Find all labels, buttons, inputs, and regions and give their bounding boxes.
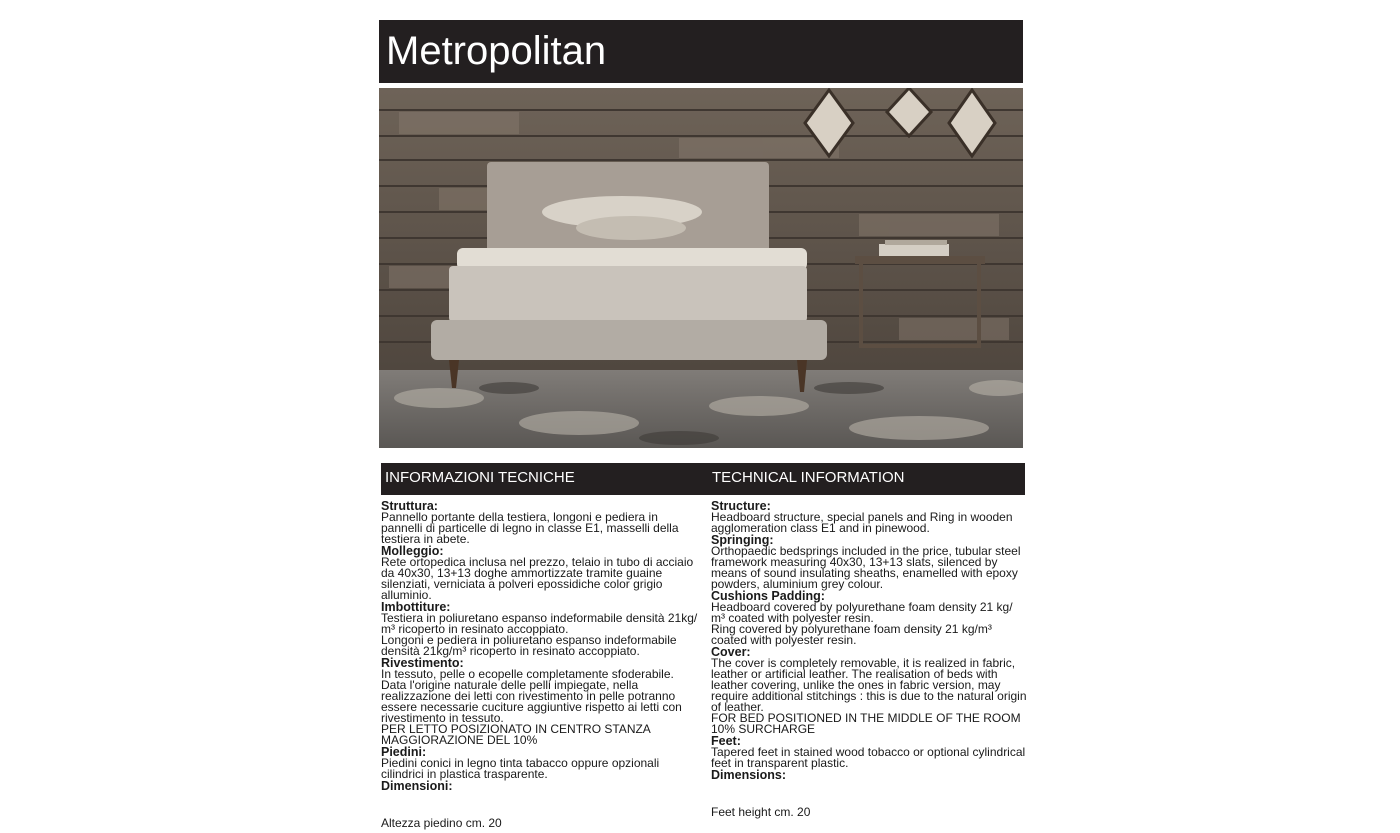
- text-dimensions: Feet height cm. 20: [711, 805, 811, 819]
- text-cushions: Headboard covered by polyurethane foam density 21 kg/ m³ coated with polyester resin. Ring covered by polyurethane foam density 21 kg/m³ coated with polyester resin.: [711, 600, 1013, 647]
- heading-struttura: Struttura:: [381, 499, 438, 513]
- text-rivestimento: In tessuto, pelle o ecopelle completamente sfoderabile. Data l'origine naturale delle pelli impiegate, nella realizzazione dei letti con rivestimento in pelle potranno essere necessarie cuciture aggiuntive rispetto ai letti con rivestimento in tessuto. PER LETTO POSIZIONATO IN CENTRO STANZA MAGGIORAZIONE DEL 10%: [381, 667, 682, 747]
- text-molleggio: Rete ortopedica inclusa nel prezzo, telaio in tubo di acciaio da 40x30, 13+13 doghe ammortizzate tramite guaine silenziati, verniciata a polveri epossidiche color grigio alluminio.: [381, 555, 694, 602]
- italian-column: [381, 500, 701, 792]
- text-struttura: Pannello portante della testiera, longoni e pediera in pannelli di particelle di legno in classe E1, masselli della testiera in abete.: [381, 510, 679, 546]
- heading-imbottiture: Imbottiture:: [381, 600, 451, 614]
- heading-piedini: Piedini:: [381, 745, 427, 759]
- text-dimensioni: Altezza piedino cm. 20: [381, 816, 502, 830]
- text-springing: Orthopaedic bedsprings included in the price, tubular steel framework measuring 40x30, 13+13 slats, silenced by means of sound insulating sheaths, enamelled with epoxy powders, aluminium grey colour.: [711, 544, 1021, 591]
- heading-dimensions: Dimensions:: [711, 768, 787, 782]
- heading-cushions: Cushions Padding:: [711, 589, 825, 603]
- heading-feet: Feet:: [711, 734, 741, 748]
- text-structure: Headboard structure, special panels and Ring in wooden agglomeration class E1 and in pinewood.: [711, 510, 1013, 535]
- text-piedini: Piedini conici in legno tinta tabacco oppure opzionali cilindrici in plastica trasparente.: [381, 756, 660, 781]
- header-it: INFORMAZIONI TECNICHE: [385, 469, 575, 486]
- page-title: Metropolitan: [386, 29, 607, 73]
- text-feet: Tapered feet in stained wood tobacco or optional cylindrical feet in transparent plastic.: [711, 745, 1026, 770]
- bed-photo-icon: [379, 88, 1023, 448]
- heading-springing: Springing:: [711, 533, 774, 547]
- heading-dimensioni: Dimensioni:: [381, 779, 453, 793]
- heading-molleggio: Molleggio:: [381, 544, 444, 558]
- text-imbottiture: Testiera in poliuretano espanso indeformabile densità 21kg/ m³ ricoperto in resinato accoppiato. Longoni e pediera in poliuretano espanso indeformabile densità 21kg/m³ ricoperto in resinato accoppiato.: [381, 611, 698, 658]
- text-cover: The cover is completely removable, it is realized in fabric, leather or artificial leather. The realisation of beds with leather covering, unlike the ones in fabric version, may require additional stitchings : this is due to the natural origin of leather. FOR BED POSITIONED IN THE MIDDLE OF THE ROOM 10% SURCHARGE: [711, 656, 1027, 736]
- heading-structure: Structure:: [711, 499, 771, 513]
- bed-photo: [379, 88, 1023, 448]
- heading-rivestimento: Rivestimento:: [381, 656, 464, 670]
- title-bar: [379, 20, 1023, 83]
- english-column: [711, 500, 1031, 781]
- section-header-bar: [381, 463, 1025, 495]
- heading-cover: Cover:: [711, 645, 751, 659]
- header-en: TECHNICAL INFORMATION: [712, 469, 905, 486]
